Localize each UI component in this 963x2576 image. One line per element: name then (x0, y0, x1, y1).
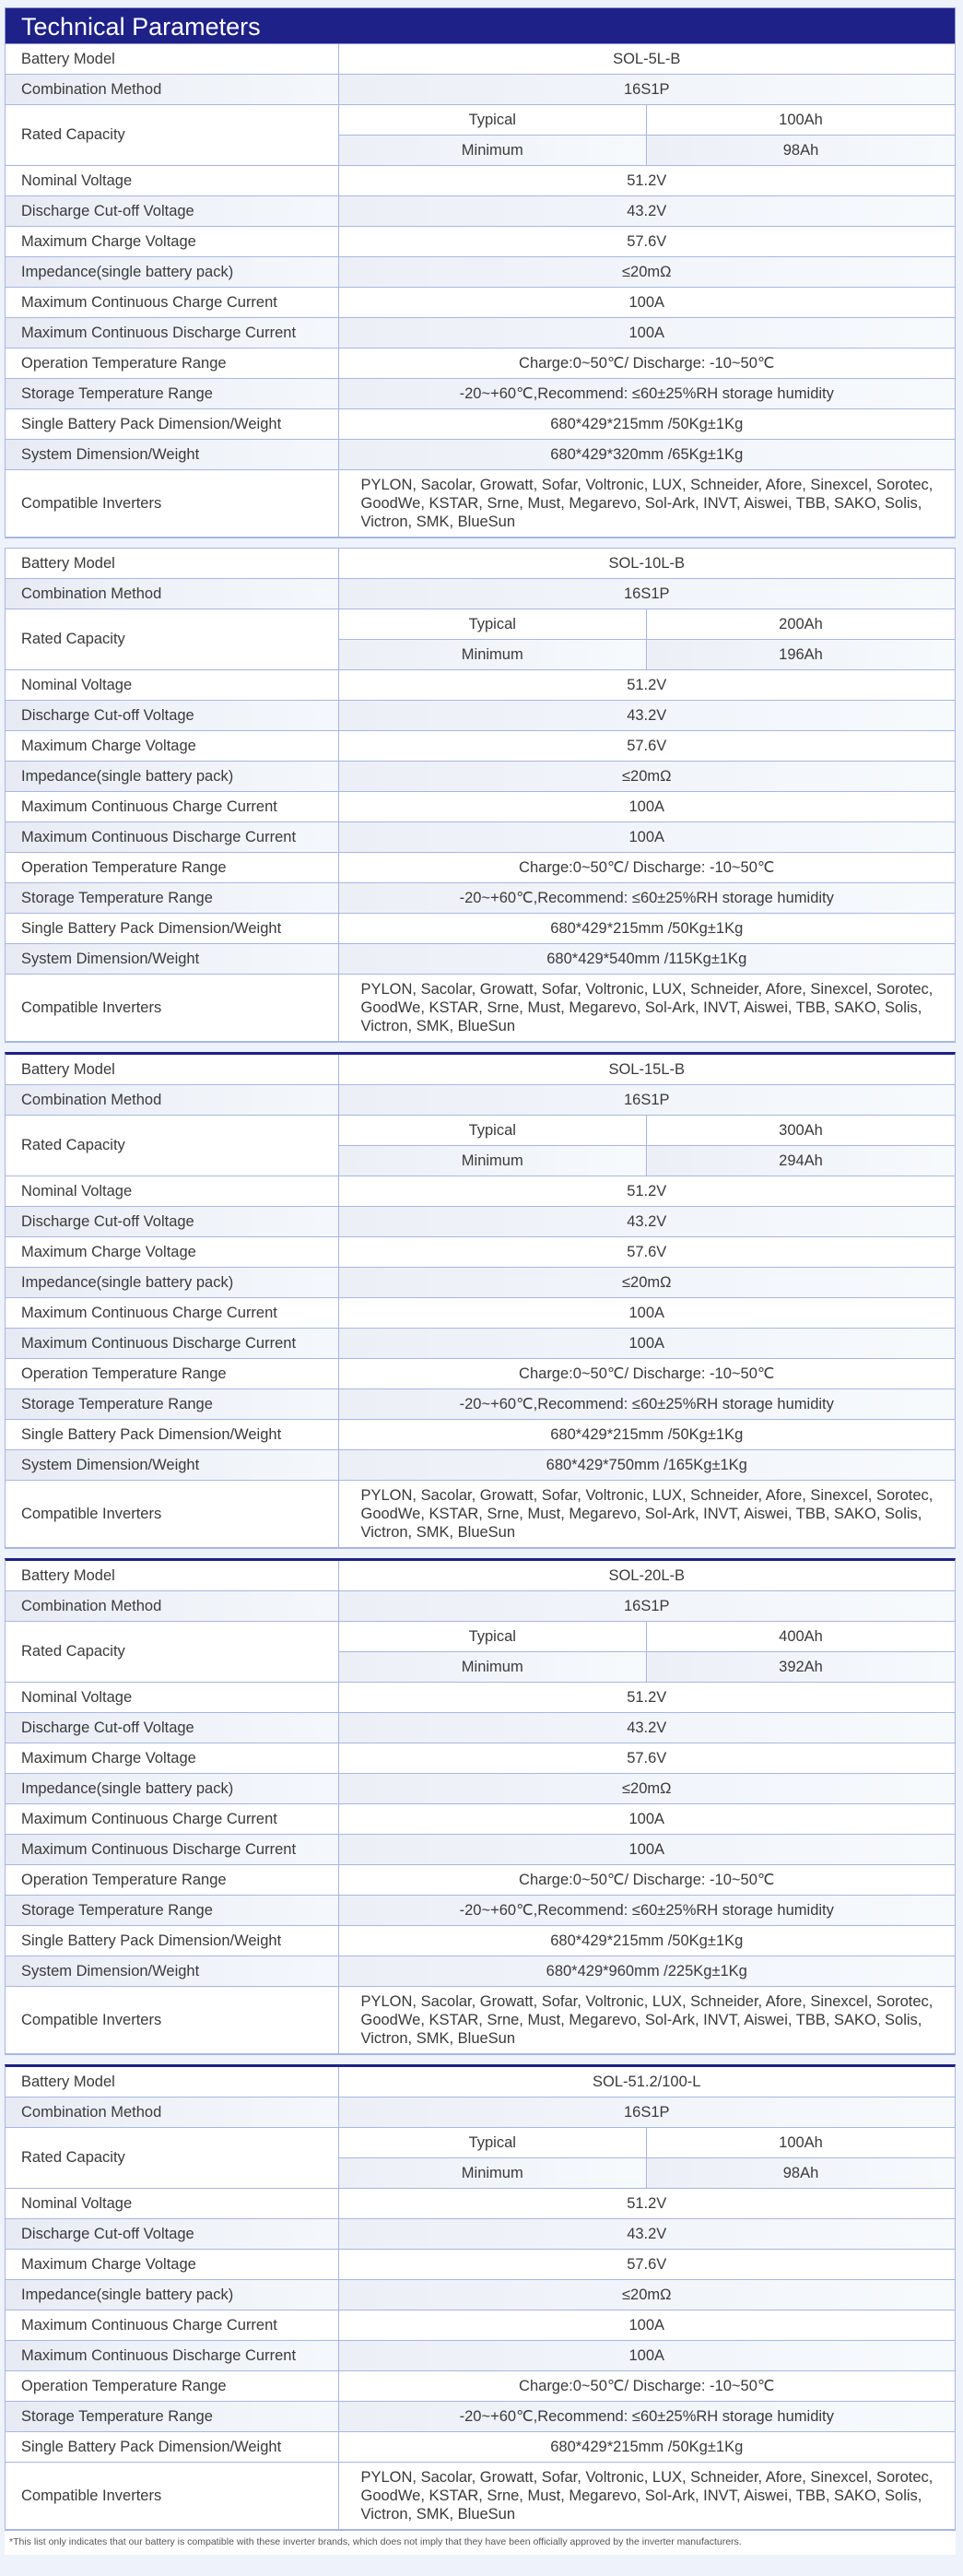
table-row (6, 1237, 955, 1268)
row-label: System Dimension/Weight (6, 1956, 338, 1987)
row-value: 100A (338, 2341, 955, 2371)
capacity-minimum-label: Minimum (338, 2158, 647, 2189)
row-value: Charge:0~50℃/ Discharge: -10~50℃ (338, 853, 955, 883)
table-row (6, 1896, 955, 1926)
row-label: Nominal Voltage (6, 166, 338, 196)
row-label: Operation Temperature Range (6, 1865, 338, 1896)
table-row (6, 2463, 955, 2530)
compatible-inverters-value: PYLON, Sacolar, Growatt, Sofar, Voltronic, LUX, Schneider, Afore, Sinexcel, Sorotec, GoodWe, KSTAR, Srne, Must, Megarevo, Sol-Ark, INVT, Aiswei, TBB, SAKO, Solis, Victron, SMK, BlueSun (338, 470, 955, 538)
row-value: 43.2V (338, 2219, 955, 2250)
row-value: 680*429*750mm /165Kg±1Kg (338, 1450, 955, 1481)
row-label: Nominal Voltage (6, 1683, 338, 1713)
row-value: 16S1P (338, 1085, 955, 1116)
row-label: Rated Capacity (6, 609, 338, 670)
spec-table (6, 44, 955, 537)
table-row (6, 2280, 955, 2310)
table-row (6, 2402, 955, 2432)
table-row (6, 1956, 955, 1987)
table-row (6, 470, 955, 538)
row-label: Maximum Continuous Discharge Current (6, 1329, 338, 1359)
capacity-minimum-value: 196Ah (647, 640, 956, 670)
table-row (6, 1561, 955, 1591)
row-label: Discharge Cut-off Voltage (6, 2219, 338, 2250)
row-value: 43.2V (338, 1713, 955, 1743)
row-label: Maximum Continuous Discharge Current (6, 318, 338, 349)
capacity-minimum-label: Minimum (338, 136, 647, 166)
row-label: Maximum Continuous Charge Current (6, 288, 338, 318)
table-row (6, 1420, 955, 1450)
row-value: ≤20mΩ (338, 1774, 955, 1804)
table-row (6, 883, 955, 914)
row-value: 680*429*215mm /50Kg±1Kg (338, 1420, 955, 1450)
row-label: Operation Temperature Range (6, 853, 338, 883)
row-value: 100A (338, 288, 955, 318)
row-label: Maximum Charge Voltage (6, 1237, 338, 1268)
capacity-typical-value: 400Ah (647, 1622, 956, 1652)
capacity-minimum-value: 294Ah (647, 1146, 956, 1176)
table-row (6, 2067, 955, 2097)
capacity-minimum-value: 392Ah (647, 1652, 956, 1683)
row-value: ≤20mΩ (338, 257, 955, 288)
row-value: 100A (338, 1329, 955, 1359)
table-row (6, 349, 955, 379)
row-label: Maximum Continuous Charge Current (6, 1298, 338, 1329)
row-value: 57.6V (338, 731, 955, 762)
row-label: System Dimension/Weight (6, 440, 338, 470)
row-label: Maximum Charge Voltage (6, 731, 338, 762)
row-label: Combination Method (6, 1085, 338, 1116)
spec-table (6, 1561, 955, 2053)
table-row (6, 1481, 955, 1548)
row-value: SOL-15L-B (608, 1060, 686, 1078)
row-value: 100A (338, 1298, 955, 1329)
spec-tables (0, 44, 963, 2531)
row-value: 680*429*215mm /50Kg±1Kg (338, 914, 955, 944)
table-row-rated-capacity (6, 105, 955, 136)
row-label: Maximum Continuous Charge Current (6, 792, 338, 822)
table-row (6, 1987, 955, 2054)
row-label: Impedance(single battery pack) (6, 1774, 338, 1804)
spec-table-3 (5, 1052, 956, 1549)
table-row-rated-capacity (6, 2128, 955, 2158)
spec-table-4 (5, 1558, 956, 2055)
row-value: -20~+60℃,Recommend: ≤60±25%RH storage humidity (338, 883, 955, 914)
row-value: 51.2V (338, 166, 955, 196)
page-title: Technical Parameters (5, 7, 956, 44)
row-label: Impedance(single battery pack) (6, 2280, 338, 2310)
row-label: Combination Method (6, 75, 338, 105)
row-label: Nominal Voltage (6, 2189, 338, 2219)
row-label: Discharge Cut-off Voltage (6, 1713, 338, 1743)
row-label: Storage Temperature Range (6, 1896, 338, 1926)
row-value: ≤20mΩ (338, 2280, 955, 2310)
row-value: Charge:0~50℃/ Discharge: -10~50℃ (338, 1359, 955, 1389)
table-row (6, 731, 955, 762)
row-value: 680*429*215mm /50Kg±1Kg (338, 2432, 955, 2463)
table-row (6, 2250, 955, 2280)
row-value: -20~+60℃,Recommend: ≤60±25%RH storage humidity (338, 1896, 955, 1926)
table-row (6, 549, 955, 579)
row-label: Battery Model (6, 1055, 338, 1085)
table-row (6, 792, 955, 822)
row-label: Combination Method (6, 1591, 338, 1622)
capacity-minimum-label: Minimum (338, 1652, 647, 1683)
row-label: Compatible Inverters (6, 1987, 338, 2054)
row-label: Impedance(single battery pack) (6, 762, 338, 792)
row-value: SOL-20L-B (608, 1566, 686, 1584)
row-value: 100A (338, 318, 955, 349)
table-row-rated-capacity (6, 609, 955, 640)
row-value: 680*429*320mm /65Kg±1Kg (338, 440, 955, 470)
row-label: Rated Capacity (6, 105, 338, 166)
capacity-typical-label: Typical (338, 1116, 647, 1146)
capacity-typical-label: Typical (338, 105, 647, 136)
row-label: Operation Temperature Range (6, 349, 338, 379)
row-label: Discharge Cut-off Voltage (6, 196, 338, 227)
table-row (6, 1591, 955, 1622)
table-row (6, 1359, 955, 1389)
row-label: Storage Temperature Range (6, 379, 338, 409)
spec-table-1 (5, 44, 956, 538)
row-value: -20~+60℃,Recommend: ≤60±25%RH storage humidity (338, 1389, 955, 1420)
row-label: Battery Model (6, 1561, 338, 1591)
row-label: Single Battery Pack Dimension/Weight (6, 914, 338, 944)
row-value: SOL-10L-B (608, 554, 686, 572)
row-value: 680*429*215mm /50Kg±1Kg (338, 409, 955, 440)
row-label: Single Battery Pack Dimension/Weight (6, 1926, 338, 1956)
row-value: Charge:0~50℃/ Discharge: -10~50℃ (338, 2371, 955, 2402)
table-row (6, 1835, 955, 1865)
row-value: 680*429*215mm /50Kg±1Kg (338, 1926, 955, 1956)
compatible-inverters-value: PYLON, Sacolar, Growatt, Sofar, Voltronic, LUX, Schneider, Afore, Sinexcel, Sorotec, GoodWe, KSTAR, Srne, Must, Megarevo, Sol-Ark, INVT, Aiswei, TBB, SAKO, Solis, Victron, SMK, BlueSun (338, 1481, 955, 1548)
row-label: Storage Temperature Range (6, 1389, 338, 1420)
table-row (6, 2310, 955, 2341)
compatible-inverters-value: PYLON, Sacolar, Growatt, Sofar, Voltronic, LUX, Schneider, Afore, Sinexcel, Sorotec, GoodWe, KSTAR, Srne, Must, Megarevo, Sol-Ark, INVT, Aiswei, TBB, SAKO, Solis, Victron, SMK, BlueSun (338, 975, 955, 1042)
row-value: 16S1P (338, 2097, 955, 2128)
table-row (6, 1268, 955, 1298)
spec-table-2 (5, 548, 956, 1043)
table-row (6, 1176, 955, 1207)
table-row (6, 2341, 955, 2371)
row-value: 51.2V (338, 1683, 955, 1713)
table-row (6, 1926, 955, 1956)
table-row (6, 762, 955, 792)
table-row (6, 701, 955, 731)
capacity-minimum-value: 98Ah (647, 136, 956, 166)
capacity-typical-value: 100Ah (647, 2128, 956, 2158)
capacity-minimum-label: Minimum (338, 640, 647, 670)
table-row (6, 1683, 955, 1713)
row-value: 43.2V (338, 701, 955, 731)
row-label: Compatible Inverters (6, 975, 338, 1042)
capacity-minimum-label: Minimum (338, 1146, 647, 1176)
row-label: Compatible Inverters (6, 2463, 338, 2530)
row-value: -20~+60℃,Recommend: ≤60±25%RH storage humidity (338, 379, 955, 409)
table-row (6, 1389, 955, 1420)
footnote: *This list only indicates that our battery is compatible with these inverter brands, which does not imply that they have been officially approved by the inverter manufacturers. (5, 2531, 956, 2555)
row-value: SOL-5L-B (613, 50, 681, 67)
row-value: 100A (338, 792, 955, 822)
table-row (6, 2219, 955, 2250)
row-value: 51.2V (338, 670, 955, 701)
row-value: 16S1P (338, 1591, 955, 1622)
table-row-rated-capacity (6, 1622, 955, 1652)
row-value: 100A (338, 1804, 955, 1835)
row-label: Maximum Continuous Discharge Current (6, 1835, 338, 1865)
table-row (6, 1085, 955, 1116)
row-label: Impedance(single battery pack) (6, 257, 338, 288)
row-label: Maximum Continuous Discharge Current (6, 822, 338, 853)
capacity-typical-value: 200Ah (647, 609, 956, 640)
row-value: 680*429*960mm /225Kg±1Kg (338, 1956, 955, 1987)
row-label: Rated Capacity (6, 2128, 338, 2189)
row-value: 51.2V (338, 2189, 955, 2219)
row-label: Discharge Cut-off Voltage (6, 1207, 338, 1237)
row-label: Maximum Charge Voltage (6, 1743, 338, 1774)
table-row-rated-capacity (6, 1116, 955, 1146)
row-value: Charge:0~50℃/ Discharge: -10~50℃ (338, 1865, 955, 1896)
table-row (6, 379, 955, 409)
table-row (6, 1450, 955, 1481)
table-row (6, 914, 955, 944)
row-label: Rated Capacity (6, 1622, 338, 1683)
table-row (6, 853, 955, 883)
row-value: ≤20mΩ (338, 1268, 955, 1298)
table-row (6, 975, 955, 1042)
row-value: 100A (338, 2310, 955, 2341)
row-value: -20~+60℃,Recommend: ≤60±25%RH storage humidity (338, 2402, 955, 2432)
compatible-inverters-value: PYLON, Sacolar, Growatt, Sofar, Voltronic, LUX, Schneider, Afore, Sinexcel, Sorotec, GoodWe, KSTAR, Srne, Must, Megarevo, Sol-Ark, INVT, Aiswei, TBB, SAKO, Solis, Victron, SMK, BlueSun (338, 1987, 955, 2054)
row-value: 43.2V (338, 196, 955, 227)
table-row (6, 1804, 955, 1835)
row-label: Rated Capacity (6, 1116, 338, 1176)
row-value: 51.2V (338, 1176, 955, 1207)
spec-table (6, 1055, 955, 1547)
row-label: System Dimension/Weight (6, 1450, 338, 1481)
table-row (6, 257, 955, 288)
capacity-typical-label: Typical (338, 1622, 647, 1652)
table-row (6, 75, 955, 105)
table-row (6, 579, 955, 609)
row-label: Nominal Voltage (6, 670, 338, 701)
table-row (6, 44, 955, 75)
row-label: Battery Model (6, 549, 338, 579)
row-label: Compatible Inverters (6, 1481, 338, 1548)
table-row (6, 1774, 955, 1804)
row-value: 57.6V (338, 2250, 955, 2280)
table-row (6, 2189, 955, 2219)
table-row (6, 166, 955, 196)
row-label: Battery Model (6, 44, 338, 75)
spec-table-5 (5, 2064, 956, 2531)
table-row (6, 1865, 955, 1896)
table-row (6, 196, 955, 227)
row-value: 57.6V (338, 227, 955, 257)
spec-table (6, 2067, 955, 2529)
table-row (6, 670, 955, 701)
row-label: Maximum Charge Voltage (6, 2250, 338, 2280)
row-value: 43.2V (338, 1207, 955, 1237)
row-label: Impedance(single battery pack) (6, 1268, 338, 1298)
table-row (6, 1055, 955, 1085)
row-value: 100A (338, 822, 955, 853)
row-value: 57.6V (338, 1743, 955, 1774)
table-row (6, 1743, 955, 1774)
row-value: 16S1P (338, 579, 955, 609)
row-label: Maximum Charge Voltage (6, 227, 338, 257)
row-value: 100A (338, 1835, 955, 1865)
row-label: Maximum Continuous Discharge Current (6, 2341, 338, 2371)
row-value: Charge:0~50℃/ Discharge: -10~50℃ (338, 349, 955, 379)
table-row (6, 1207, 955, 1237)
table-row (6, 944, 955, 975)
row-label: Battery Model (6, 2067, 338, 2097)
row-label: Combination Method (6, 579, 338, 609)
row-label: System Dimension/Weight (6, 944, 338, 975)
table-row (6, 409, 955, 440)
table-row (6, 318, 955, 349)
table-row (6, 288, 955, 318)
table-row (6, 2432, 955, 2463)
table-row (6, 1298, 955, 1329)
row-label: Compatible Inverters (6, 470, 338, 538)
row-value: 57.6V (338, 1237, 955, 1268)
row-value: 680*429*540mm /115Kg±1Kg (338, 944, 955, 975)
table-row (6, 2097, 955, 2128)
spec-table (6, 549, 955, 1041)
table-row (6, 440, 955, 470)
row-label: Storage Temperature Range (6, 883, 338, 914)
row-value: ≤20mΩ (338, 762, 955, 792)
row-value: 16S1P (338, 75, 955, 105)
table-row (6, 227, 955, 257)
row-label: Storage Temperature Range (6, 2402, 338, 2432)
compatible-inverters-value: PYLON, Sacolar, Growatt, Sofar, Voltronic, LUX, Schneider, Afore, Sinexcel, Sorotec, GoodWe, KSTAR, Srne, Must, Megarevo, Sol-Ark, INVT, Aiswei, TBB, SAKO, Solis, Victron, SMK, BlueSun (338, 2463, 955, 2530)
row-label: Discharge Cut-off Voltage (6, 701, 338, 731)
row-label: Maximum Continuous Charge Current (6, 1804, 338, 1835)
table-row (6, 1713, 955, 1743)
capacity-typical-label: Typical (338, 2128, 647, 2158)
capacity-typical-label: Typical (338, 609, 647, 640)
row-label: Operation Temperature Range (6, 2371, 338, 2402)
table-row (6, 1329, 955, 1359)
row-value: SOL-51.2/100-L (593, 2073, 701, 2090)
row-label: Single Battery Pack Dimension/Weight (6, 2432, 338, 2463)
row-label: Single Battery Pack Dimension/Weight (6, 1420, 338, 1450)
table-row (6, 2371, 955, 2402)
row-label: Operation Temperature Range (6, 1359, 338, 1389)
row-label: Nominal Voltage (6, 1176, 338, 1207)
table-row (6, 822, 955, 853)
row-label: Single Battery Pack Dimension/Weight (6, 409, 338, 440)
row-label: Maximum Continuous Charge Current (6, 2310, 338, 2341)
row-label: Combination Method (6, 2097, 338, 2128)
capacity-minimum-value: 98Ah (647, 2158, 956, 2189)
capacity-typical-value: 300Ah (647, 1116, 956, 1146)
capacity-typical-value: 100Ah (647, 105, 956, 136)
